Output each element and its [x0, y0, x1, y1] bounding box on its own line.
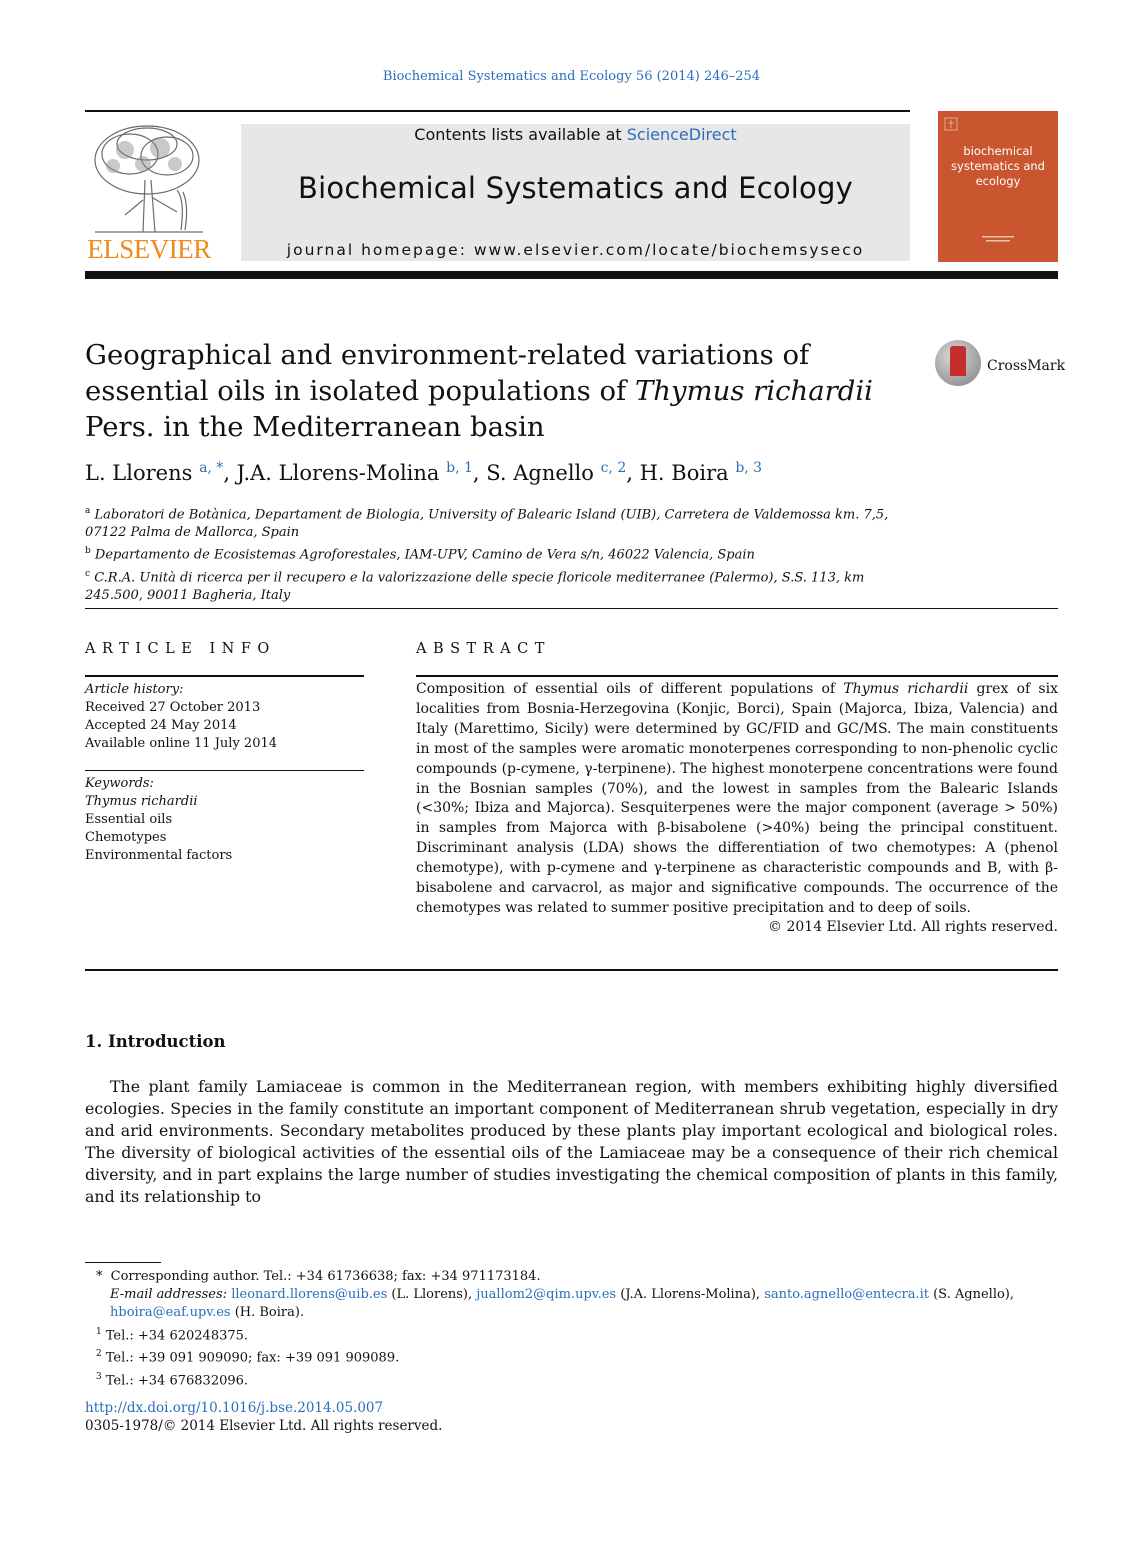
masthead-thick-rule — [85, 271, 1058, 279]
cover-publisher-mark — [982, 233, 1014, 245]
journal-homepage[interactable]: journal homepage: www.elsevier.com/locate/biochemsyseco — [286, 241, 865, 259]
affiliation-item — [85, 542, 915, 564]
keyword-item[interactable]: Thymus richardii — [85, 794, 198, 809]
journal-citation[interactable]: Biochemical Systematics and Ecology 56 (2014) 246–254 — [382, 69, 761, 84]
email-owner: (L. Llorens), — [387, 1287, 477, 1303]
abstract-bottom-rule — [85, 969, 1058, 971]
affiliation-text: Departamento de Ecosistemas Agroforestales, IAM-UPV, Camino de Vera s/n, 46022 Valencia, Spain — [94, 547, 755, 563]
affiliation-mark: a — [85, 506, 91, 516]
article-title — [85, 337, 925, 445]
title-part-1: Geographical and environment-related variations of essential oils in isolated populations of — [85, 339, 810, 407]
footnote-mark: 3 — [96, 1371, 102, 1382]
introduction-heading: 1. Introduction — [85, 1032, 226, 1051]
footnote-text: Tel.: +34 676832096. — [105, 1373, 249, 1388]
author-marks[interactable]: b, 1 — [446, 460, 473, 476]
keyword-item[interactable]: Environmental factors — [85, 848, 233, 863]
corresponding-text: Corresponding author. Tel.: +34 61736638; fax: +34 971173184. — [110, 1269, 541, 1284]
author-name: S. Agnello — [486, 461, 594, 485]
title-part-2: Pers. in the Mediterranean basin — [85, 411, 545, 443]
author-name: L. Llorens — [85, 461, 193, 485]
abstract-body — [416, 680, 1058, 919]
email-link[interactable]: santo.agnello@entecra.it — [764, 1287, 929, 1303]
article-info-heading: ARTICLE INFO — [85, 641, 276, 657]
footnote-item — [85, 1323, 1058, 1346]
keywords — [85, 775, 365, 865]
doi-link[interactable]: http://dx.doi.org/10.1016/j.bse.2014.05.007 — [85, 1400, 384, 1416]
journal-name: Biochemical Systematics and Ecology — [298, 171, 853, 205]
email-link[interactable]: juallom2@qim.upv.es — [476, 1287, 617, 1303]
author-name: H. Boira — [639, 461, 729, 485]
email-owner: (H. Boira). — [230, 1305, 305, 1321]
footnote-mark: * — [96, 1269, 103, 1284]
footnote-rule — [85, 1262, 161, 1263]
keywords-label: Keywords: — [85, 776, 154, 791]
online-date: Available online 11 July 2014 — [85, 736, 278, 751]
affiliation-text: Laboratori de Botànica, Departament de Biologia, University of Balearic Island (UIB), Carretera de Valdemossa km. 7,5, 07122 Palma de Mallorca, Spain — [85, 507, 889, 541]
received-date: Received 27 October 2013 — [85, 700, 261, 715]
article-info-rule — [85, 675, 364, 677]
crossmark-label: CrossMark — [987, 358, 1066, 374]
footnote-mark: 2 — [96, 1349, 102, 1360]
tree-icon — [85, 120, 213, 238]
footnotes — [85, 1268, 1058, 1390]
crossmark-ribbon-icon — [950, 346, 966, 376]
affiliation-mark: c — [85, 568, 91, 579]
keywords-rule — [85, 770, 364, 771]
footnote-item — [85, 1345, 1058, 1368]
affiliation-mark: b — [85, 546, 91, 557]
affiliation-item — [85, 502, 915, 542]
affiliation-item — [85, 565, 915, 605]
footnote-text: Tel.: +34 620248375. — [105, 1327, 249, 1343]
footnote-text: Tel.: +39 091 909090; fax: +39 091 909089. — [105, 1350, 400, 1366]
email-label: E-mail addresses: — [110, 1287, 228, 1303]
author-marks[interactable]: b, 3 — [735, 460, 763, 476]
keyword-item[interactable]: Essential oils — [85, 812, 173, 827]
abstract-copyright: © 2014 Elsevier Ltd. All rights reserved. — [768, 919, 1058, 935]
email-owner: (J.A. Llorens-Molina), — [616, 1287, 765, 1303]
corresponding-author-note — [85, 1268, 1058, 1286]
abstract-species: Thymus richardii — [843, 681, 969, 697]
sciencedirect-link[interactable]: ScienceDirect — [626, 125, 737, 144]
journal-cover-image[interactable] — [938, 111, 1058, 262]
header-rule — [85, 110, 910, 112]
abstract-text-2: grex of six localities from Bosnia-Herzegovina (Konjic, Borci), Spain (Majorca, Ibiza, Valencia) and Italy (Marettimo, Sicily) were determined by GC/FID and GC/MS. The main constituents in most of the samples were aromatic monoterpenes corresponding to non-phenolic cyclic compounds (p-cymene, γ-terpinene). The highest monoterpene concentrations were found in the Bosnian samples (70%), and the lowest in samples from the Balearic Islands (<30%; Ibiza and Majorca). Sesquiterpenes were the major component (average > 50%) in samples from Majorca with β-bisabolene (>40%) being the principal constituent. Discriminant analysis (LDA) shows the differentiation of two chemotypes: A (phenol chemotype), with p-cymene and γ-terpinene as characteristic compounds and B, with β-bisabolene and carvacrol, as major and significative compounds. The occurrence of the chemotypes was related to summer positive precipitation and to deep of soils. — [416, 681, 1058, 916]
elsevier-logo — [85, 120, 213, 265]
affiliations — [85, 502, 915, 605]
footnote-mark: 1 — [96, 1326, 102, 1337]
footnote-item — [85, 1368, 1058, 1391]
cover-logo-icon — [944, 117, 958, 131]
crossmark-badge[interactable] — [935, 340, 1066, 390]
title-species: Thymus richardii — [634, 375, 873, 407]
history-label: Article history: — [85, 682, 184, 697]
contents-prefix: Contents lists available at — [414, 125, 627, 144]
journal-masthead — [241, 124, 910, 261]
cover-title: biochemical systematics and ecology — [951, 144, 1045, 188]
email-link[interactable]: lleonard.llorens@uib.es — [231, 1287, 388, 1303]
author-marks[interactable]: c, 2 — [600, 460, 627, 476]
affiliation-text: C.R.A. Unità di ricerca per il recupero e la valorizzazione delle specie floricole mediterranee (Palermo), S.S. 113, km 245.500, 90011 Bagheria, Italy — [85, 569, 865, 603]
email-addresses — [85, 1286, 1058, 1322]
contents-line — [241, 125, 910, 144]
author-list: L. Llorens $^{a, *}$, J.A. Llorens-Molina $^{b, 1}$, S. Agnello $^{c, 2}$, H. Boira $^{b, 3}$ — [85, 460, 763, 485]
issn-line: 0305-1978/© 2014 Elsevier Ltd. All rights reserved. — [85, 1418, 443, 1434]
email-link[interactable]: hboira@eaf.upv.es — [110, 1305, 231, 1321]
article-history — [85, 681, 365, 753]
abstract-text-1: Composition of essential oils of different populations of — [416, 681, 844, 697]
accepted-date: Accepted 24 May 2014 — [85, 718, 237, 733]
elsevier-wordmark: ELSEVIER — [87, 234, 211, 264]
introduction-paragraph: The plant family Lamiaceae is common in the Mediterranean region, with members exhibiting highly diversified ecologies. Species in the family constitute an important component of Mediterranean shrub vegetation, especially in dry and arid environments. Secondary metabolites produced by these plants play important ecological and biological roles. The diversity of biological activities of the essential oils of the Lamiaceae may be a consequence of their rich chemical diversity, and in part explains the large number of studies investigating the chemical composition of plants in this family, and its relationship to — [85, 1077, 1058, 1206]
abstract-heading: ABSTRACT — [416, 641, 551, 657]
keyword-item[interactable]: Chemotypes — [85, 830, 167, 845]
abstract-rule — [416, 675, 1058, 677]
author-name: J.A. Llorens-Molina — [236, 461, 440, 485]
author-marks[interactable]: a, * — [199, 460, 224, 476]
email-owner: (S. Agnello), — [928, 1287, 1015, 1303]
affiliations-rule — [85, 608, 1058, 609]
